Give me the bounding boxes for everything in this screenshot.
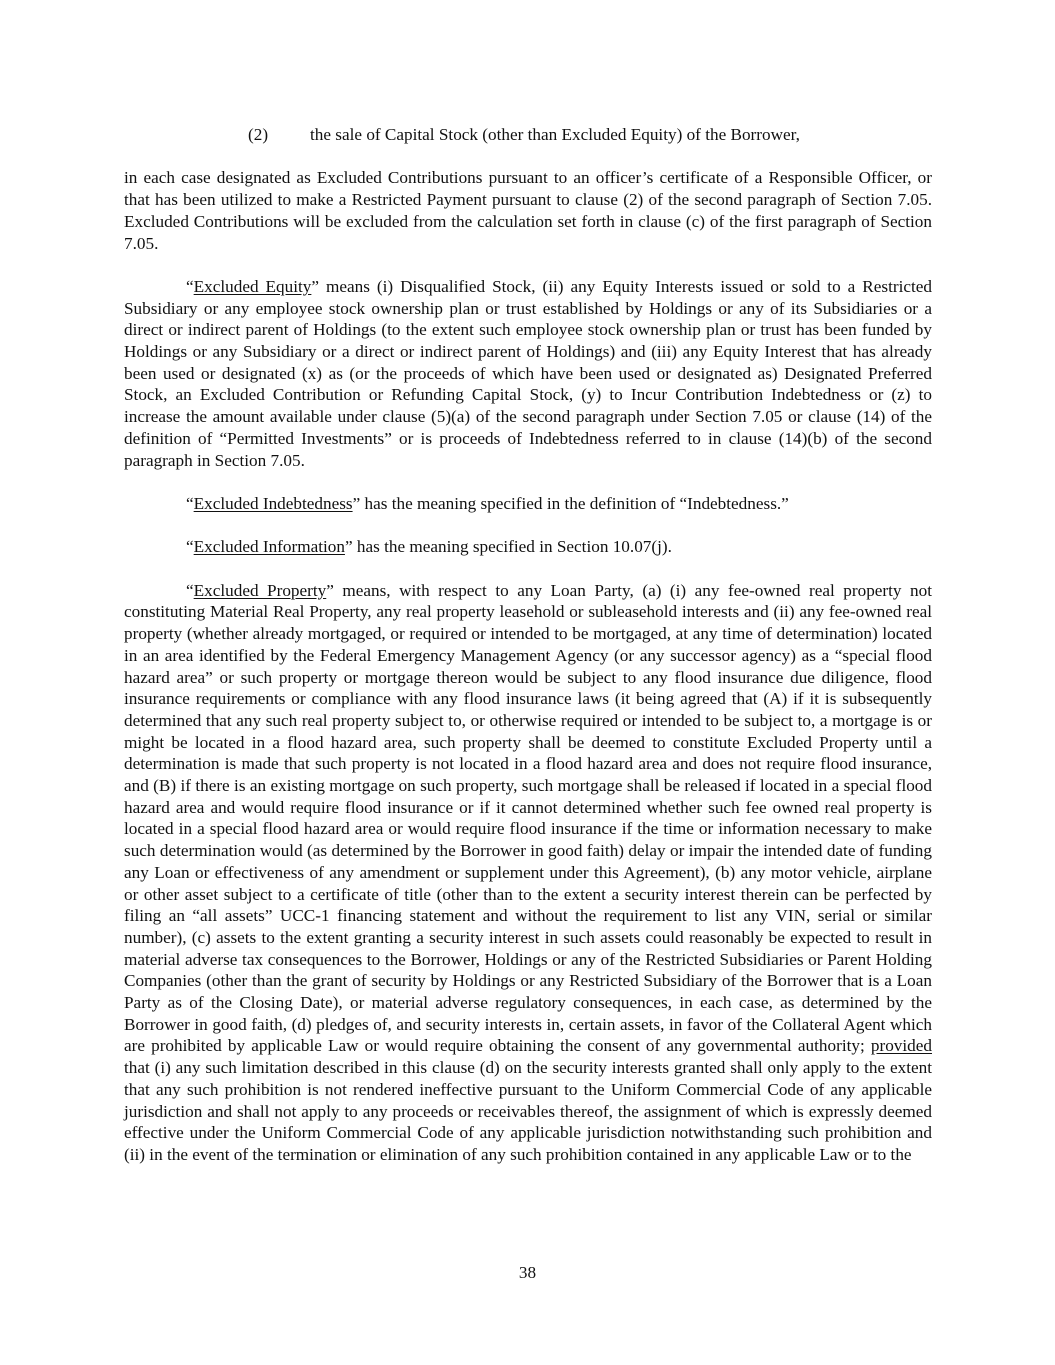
- definition-excluded-information: [124, 536, 932, 558]
- page-number: 38: [518, 1263, 537, 1282]
- document-page: [124, 124, 932, 1166]
- definition-body-continued: that (i) any such limitation described in this clause (d) on the security interests granted shall only apply to the extent that any such prohibition is not rendered ineffective pursuant to the Uniform Commercial Code of any applicable jurisdiction and shall not apply to any proceeds or receivables thereof, the assignment of which is expressly deemed effective under the Uniform Commercial Code of any applicable jurisdiction notwithstanding such prohibition and (ii) in the event of the termination or elimination of any such prohibition contained in any applicable Law or to the: [124, 1058, 932, 1164]
- clause-number: (2): [248, 125, 269, 144]
- definition-body: ” has the meaning specified in Section 10.07(j).: [344, 537, 672, 557]
- excluded-contributions-tail: in each case designated as Excluded Contributions pursuant to an officer’s certificate of a Responsible Officer, or that has been utilized to make a Restricted Payment pursuant to clause (2) of the second paragraph of Section 7.05. Excluded Contributions will be excluded from the calculation set forth in clause (c) of the first paragraph of Section 7.05.: [124, 168, 932, 253]
- open-quote: “: [186, 276, 194, 296]
- definition-body: ” means, with respect to any Loan Party, (a) (i) any fee-owned real property not constituting Material Real Property, any real property leasehold or subleasehold interests and (ii) any fee-owned real property (whether already mortgaged, or required or intended to be mortgaged, at any time of determination) located in an area identified by the Federal Emergency Management Agency (or any successor agency) as a “special flood hazard area” or such property or mortgage thereon would be subject to any flood insurance due diligence, flood insurance requirements or compliance with any flood insurance laws (it being agreed that (A) if it is subsequently determined that any such real property subject to, or otherwise required or intended to be subject to, a mortgage is or might be located in a flood hazard area, such property shall be deemed to constitute Excluded Property until a determination is made that such property is not located in a flood hazard area and does not require flood insurance, and (B) if there is an existing mortgage on such property, such mortgage shall be released if located in a special flood hazard area and would require flood insurance or if it cannot determined whether such fee owned real property is located in a special flood hazard area or would require flood insurance if the time or information necessary to make such determination would (as determined by the Borrower in good faith) delay or impair the intended date of funding any Loan or effectiveness of any amendment or supplement under this Agreement), (b) any motor vehicle, airplane or other asset subject to a certificate of title (other than to the extent a security interest therein can be perfected by filing an “all assets” UCC-1 financing statement and without the requirement to list any VIN, serial or similar number), (c) assets to the extent granting a security interest in such assets could reasonably be expected to result in material adverse tax consequences to the Borrower, Holdings or any of the Restricted Subsidiaries or Parent Holding Companies (other than the grant of security by Holdings or any Restricted Subsidiary of the Borrower that is a Loan Party as of the Closing Date), or material adverse regulatory consequences, in each case, as determined by the Borrower in good faith, (d) pledges of, and security interests in, certain assets, in favor of the Collateral Agent which are prohibited by applicable Law or would require obtaining the consent of any governmental authority;: [124, 580, 932, 1056]
- clause-text: the sale of Capital Stock (other than Excluded Equity) of the Borrower,: [310, 125, 800, 144]
- definition-excluded-indebtedness: [124, 493, 932, 515]
- definition-body: ” has the meaning specified in the definition of “Indebtedness.”: [352, 493, 789, 513]
- proviso-term: provided: [870, 1036, 932, 1056]
- open-quote: “: [186, 537, 194, 557]
- definition-excluded-property: [124, 580, 932, 1166]
- clause-2: [124, 124, 932, 146]
- defined-term: Excluded Indebtedness: [193, 493, 353, 513]
- open-quote: “: [186, 580, 194, 600]
- defined-term: Excluded Property: [193, 580, 327, 600]
- open-quote: “: [186, 493, 194, 513]
- definition-body: ” means (i) Disqualified Stock, (ii) any Equity Interests issued or sold to a Restricted Subsidiary or any employee stock ownership plan or trust established by Holdings or any of its Subsidiaries or a direct or indirect parent of Holdings (to the extent such employee stock ownership plan or trust has been funded by Holdings or any Subsidiary or a direct or indirect parent of Holdings) and (iii) any Equity Interest that has already been used or designated (x) as (or the proceeds of which have been used or designated as) Designated Preferred Stock, an Excluded Contribution or Refunding Capital Stock, (y) to Incur Contribution Indebtedness or (z) to increase the amount available under clause (5)(a) of the second paragraph under Section 7.05 or clause (14) of the definition of “Permitted Investments” or is proceeds of Indebtedness referred to in clause (14)(b) of the second paragraph in Section 7.05.: [124, 276, 932, 470]
- definition-excluded-equity: [124, 276, 932, 471]
- defined-term: Excluded Equity: [193, 276, 312, 296]
- defined-term: Excluded Information: [193, 537, 345, 557]
